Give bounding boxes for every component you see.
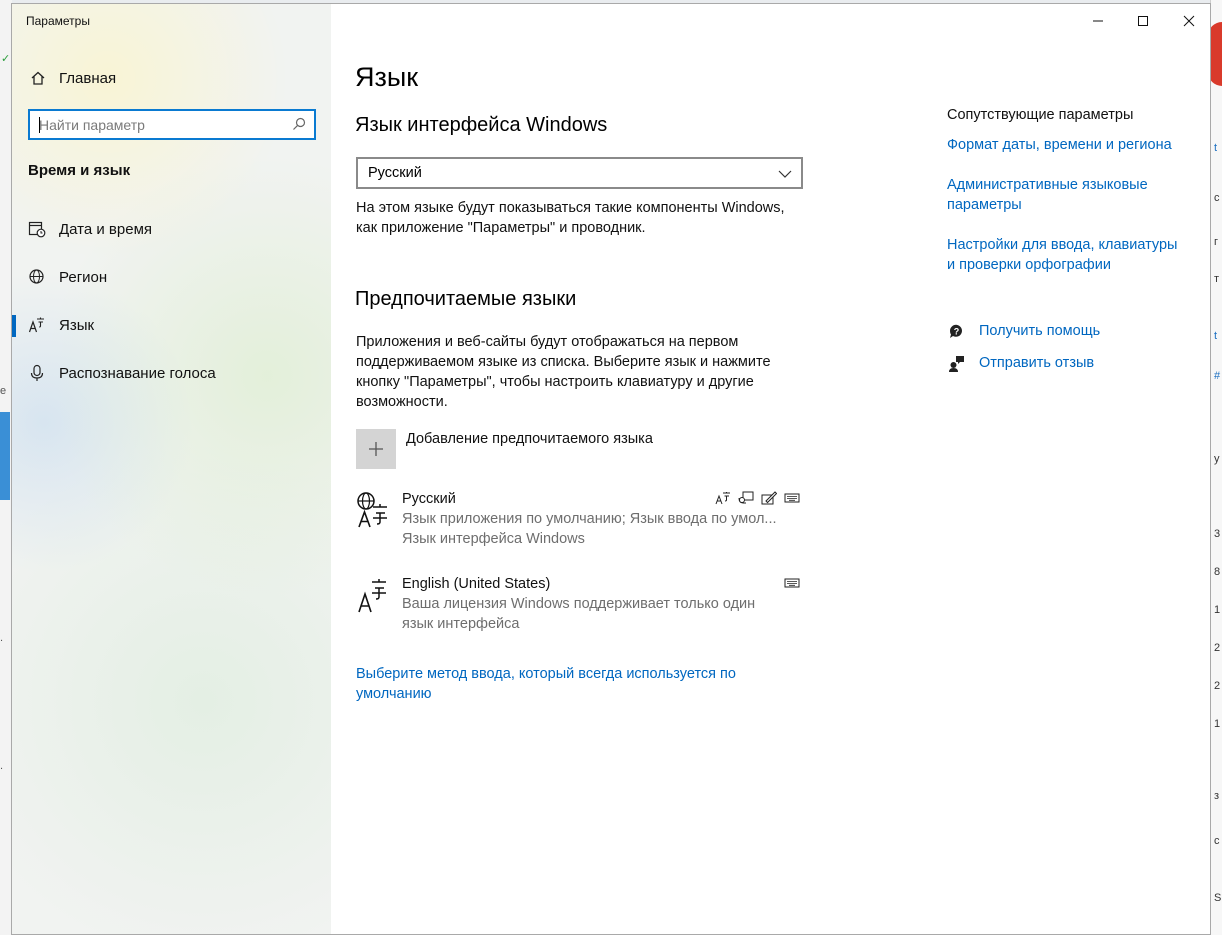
- sidebar-item-label: Регион: [59, 268, 108, 286]
- home-label: Главная: [59, 69, 117, 87]
- related-settings-heading: Сопутствующие параметры: [947, 107, 1134, 123]
- add-language-label: Добавление предпочитаемого языка: [406, 431, 653, 447]
- sidebar-item-region[interactable]: [12, 257, 331, 297]
- microphone-icon: [27, 364, 47, 382]
- background-glyph: t: [1214, 142, 1218, 154]
- plus-icon: [356, 429, 396, 469]
- display-language-heading: Язык интерфейса Windows: [355, 114, 608, 136]
- link-line: параметры: [947, 197, 1022, 213]
- language-icon: [27, 316, 47, 334]
- language-features: [783, 576, 801, 590]
- background-glyph: 2: [1214, 680, 1221, 692]
- link-line: и проверки орфографии: [947, 257, 1111, 273]
- default-input-method-link[interactable]: [356, 664, 776, 704]
- description-line: возможности.: [356, 394, 448, 410]
- sidebar-item-label: Язык: [59, 316, 95, 334]
- background-highlight: [0, 412, 10, 500]
- svg-text:?: ?: [953, 326, 960, 337]
- background-glyph: 8: [1214, 566, 1221, 578]
- get-help-link[interactable]: [947, 322, 1100, 340]
- help-chat-icon: [947, 322, 967, 340]
- description-line: кнопку "Параметры", чтобы настроить клавиатуру и другие: [356, 374, 754, 390]
- background-glyph: з: [1214, 790, 1220, 802]
- background-glyph: т: [1214, 273, 1220, 285]
- background-glyph: с: [1214, 835, 1220, 847]
- display-language-select[interactable]: [356, 157, 803, 189]
- checkmark-icon: ✓: [1, 53, 11, 65]
- sidebar-section-title: Время и язык: [28, 162, 131, 179]
- typing-keyboard-spelling-link[interactable]: [947, 235, 1197, 275]
- sidebar-item-date-time[interactable]: [12, 209, 331, 249]
- keyboard-icon: [783, 576, 801, 590]
- language-detail: Язык приложения по умолчанию; Язык ввода по умол...: [402, 511, 777, 527]
- language-detail: язык интерфейса: [402, 616, 520, 632]
- feedback-icon: [947, 354, 967, 372]
- background-glyph: .: [0, 760, 4, 772]
- calendar-clock-icon: [27, 220, 47, 238]
- background-glyph: у: [1214, 453, 1220, 465]
- link-line: Выберите метод ввода, который всегда используется по: [356, 666, 736, 682]
- text-caret: [39, 117, 40, 133]
- sidebar-item-language[interactable]: [12, 305, 331, 345]
- background-glyph: с: [1214, 192, 1220, 204]
- link-line: умолчанию: [356, 686, 432, 702]
- description-line: Приложения и веб-сайты будут отображаться на первом: [356, 334, 739, 350]
- background-glyph: 2: [1214, 642, 1221, 654]
- get-help-label: Получить помощь: [979, 323, 1101, 339]
- speech-icon: [737, 491, 755, 505]
- related-settings-panel: [947, 4, 1202, 934]
- window-title: Параметры: [26, 14, 90, 28]
- link-line: Административные языковые: [947, 177, 1148, 193]
- language-detail: Ваша лицензия Windows поддерживает только один: [402, 596, 756, 612]
- sidebar-item-label: Распознавание голоса: [59, 364, 216, 382]
- admin-language-settings-link[interactable]: [947, 175, 1197, 215]
- background-glyph: г: [1214, 236, 1219, 248]
- send-feedback-link[interactable]: [947, 354, 1094, 372]
- sidebar-item-label: Дата и время: [59, 220, 153, 238]
- description-line: поддерживаемом языке из списка. Выберите язык и нажмите: [356, 354, 771, 370]
- sidebar: [12, 4, 331, 934]
- add-language-button[interactable]: [356, 429, 653, 469]
- keyboard-icon: [783, 491, 801, 505]
- background-glyph: .: [0, 632, 4, 644]
- language-detail: Язык интерфейса Windows: [402, 531, 585, 547]
- page-title: Язык: [355, 62, 419, 92]
- date-time-region-format-link[interactable]: [947, 135, 1197, 155]
- description-line: На этом языке будут показываться такие компоненты Windows,: [356, 200, 785, 216]
- settings-window: [11, 3, 1211, 935]
- search-input[interactable]: [30, 111, 314, 138]
- background-glyph: 1: [1214, 604, 1221, 616]
- sidebar-item-speech[interactable]: [12, 353, 331, 393]
- description-line: как приложение "Параметры" и проводник.: [356, 220, 646, 236]
- home-icon: [29, 70, 47, 86]
- background-glyph: e: [0, 385, 7, 397]
- globe-region-icon: [27, 268, 47, 286]
- chevron-down-icon: [778, 167, 792, 185]
- language-features: [714, 491, 801, 505]
- search-icon[interactable]: [292, 117, 306, 136]
- main-content: [355, 4, 915, 934]
- language-icon: [355, 576, 393, 614]
- background-window-right: [1210, 0, 1222, 935]
- background-glyph: 1: [1214, 718, 1221, 730]
- preferred-languages-description: [356, 332, 771, 412]
- language-name: English (United States): [402, 576, 551, 592]
- handwriting-icon: [760, 491, 778, 505]
- background-glyph: S: [1214, 892, 1222, 904]
- link-line: Формат даты, времени и региона: [947, 137, 1172, 153]
- home-nav-item[interactable]: [12, 60, 331, 96]
- display-language-description: [356, 198, 785, 238]
- search-box[interactable]: [28, 109, 316, 140]
- background-glyph: t: [1214, 330, 1218, 342]
- background-glyph: #: [1214, 370, 1221, 382]
- language-globe-icon: [355, 491, 393, 529]
- background-glyph: 3: [1214, 528, 1221, 540]
- link-line: Настройки для ввода, клавиатуры: [947, 237, 1178, 253]
- display-language-icon: [714, 491, 732, 505]
- preferred-languages-heading: Предпочитаемые языки: [355, 288, 577, 310]
- send-feedback-label: Отправить отзыв: [979, 355, 1095, 371]
- language-name: Русский: [402, 491, 456, 507]
- display-language-value: Русский: [368, 165, 422, 181]
